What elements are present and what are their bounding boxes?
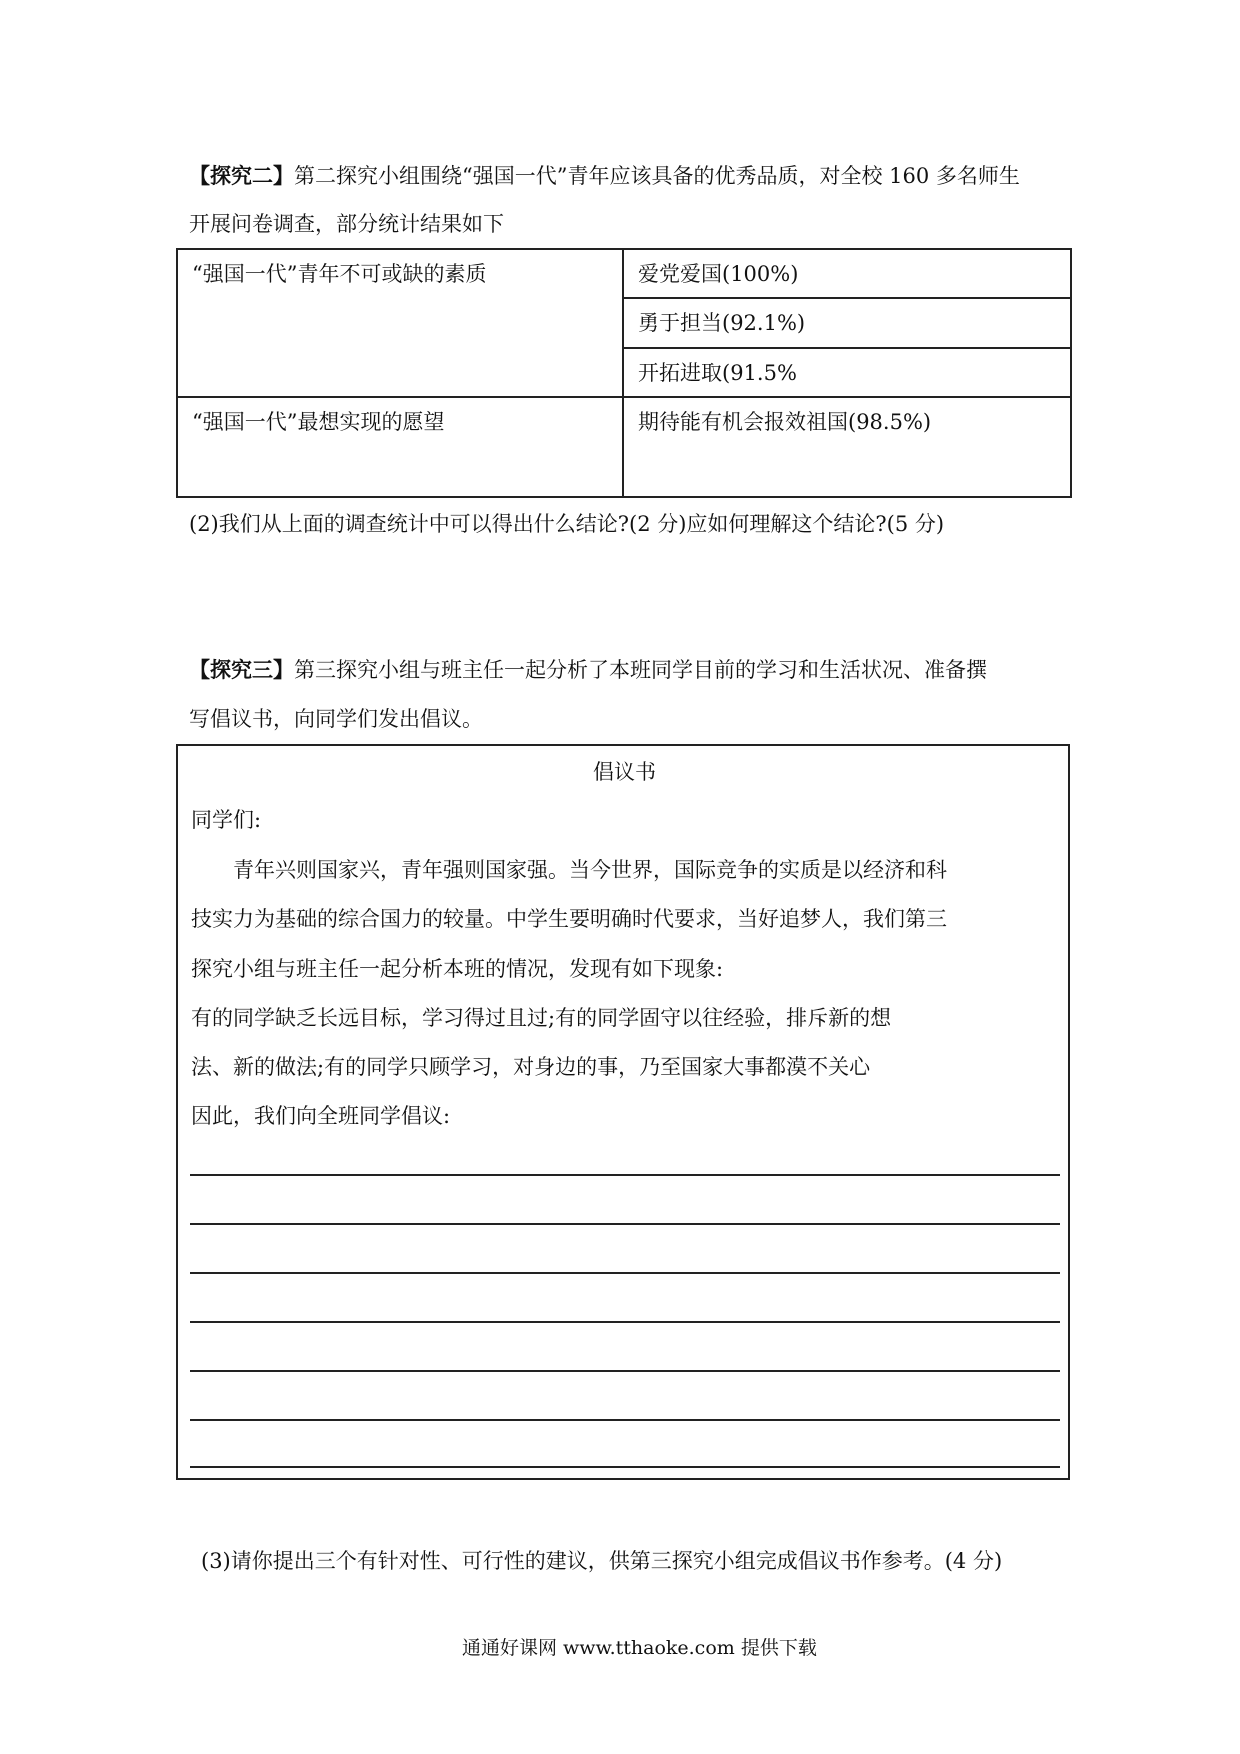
section2-question: (2)我们从上面的调查统计中可以得出什么结论?(2 分)应如何理解这个结论?(5 分)	[189, 512, 945, 536]
survey-table	[176, 248, 1072, 498]
proposal-line-1: 青年兴则国家兴，青年强则国家强。当今世界，国际竞争的实质是以经济和科	[233, 858, 947, 882]
footer-credit: 通通好课网 www.tthaoke.com 提供下载	[462, 1637, 817, 1659]
section3-intro-line2: 写倡议书，向同学们发出倡议。	[189, 707, 483, 731]
section2-intro-line2: 开展问卷调查，部分统计结果如下	[189, 212, 504, 236]
section3-label: 【探究三】	[189, 657, 294, 682]
survey-row2-header: “强国一代”最想实现的愿望	[177, 397, 623, 497]
answer-line-1[interactable]	[190, 1174, 1060, 1176]
section3-intro-text: 第三探究小组与班主任一起分析了本班同学目前的学习和生活状况、准备撰	[294, 658, 987, 682]
section2-intro-text: 第二探究小组围绕“强国一代”青年应该具备的优秀品质，对全校 160 多名师生	[294, 164, 1020, 188]
survey-row1-header: “强国一代”青年不可或缺的素质	[177, 249, 623, 397]
section3-intro-line1	[189, 656, 987, 684]
proposal-line-3: 探究小组与班主任一起分析本班的情况，发现有如下现象:	[191, 957, 724, 981]
survey-row1-item3: 开拓进取(91.5%	[623, 348, 1071, 397]
proposal-box	[176, 744, 1070, 1480]
proposal-line-4: 有的同学缺乏长远目标，学习得过且过;有的同学固守以往经验，排斥新的想	[191, 1006, 892, 1030]
section2-intro-line1	[189, 162, 1020, 190]
survey-row2-item: 期待能有机会报效祖国(98.5%)	[623, 397, 1071, 497]
answer-line-7[interactable]	[190, 1466, 1060, 1468]
answer-line-2[interactable]	[190, 1223, 1060, 1225]
proposal-greeting: 同学们:	[191, 808, 262, 832]
section3-question: (3)请你提出三个有针对性、可行性的建议，供第三探究小组完成倡议书作参考。(4 分)	[201, 1549, 1003, 1573]
proposal-line-6: 因此，我们向全班同学倡议:	[191, 1104, 451, 1128]
proposal-line-5: 法、新的做法;有的同学只顾学习，对身边的事，乃至国家大事都漠不关心	[191, 1055, 871, 1079]
survey-row1-item2: 勇于担当(92.1%)	[623, 298, 1071, 348]
proposal-title: 倡议书	[593, 760, 656, 784]
answer-line-3[interactable]	[190, 1272, 1060, 1274]
answer-line-6[interactable]	[190, 1419, 1060, 1421]
answer-line-4[interactable]	[190, 1321, 1060, 1323]
proposal-line-2: 技实力为基础的综合国力的较量。中学生要明确时代要求，当好追梦人，我们第三	[191, 907, 947, 931]
answer-line-5[interactable]	[190, 1370, 1060, 1372]
survey-row1-item1: 爱党爱国(100%)	[623, 249, 1071, 298]
section2-label: 【探究二】	[189, 163, 294, 188]
